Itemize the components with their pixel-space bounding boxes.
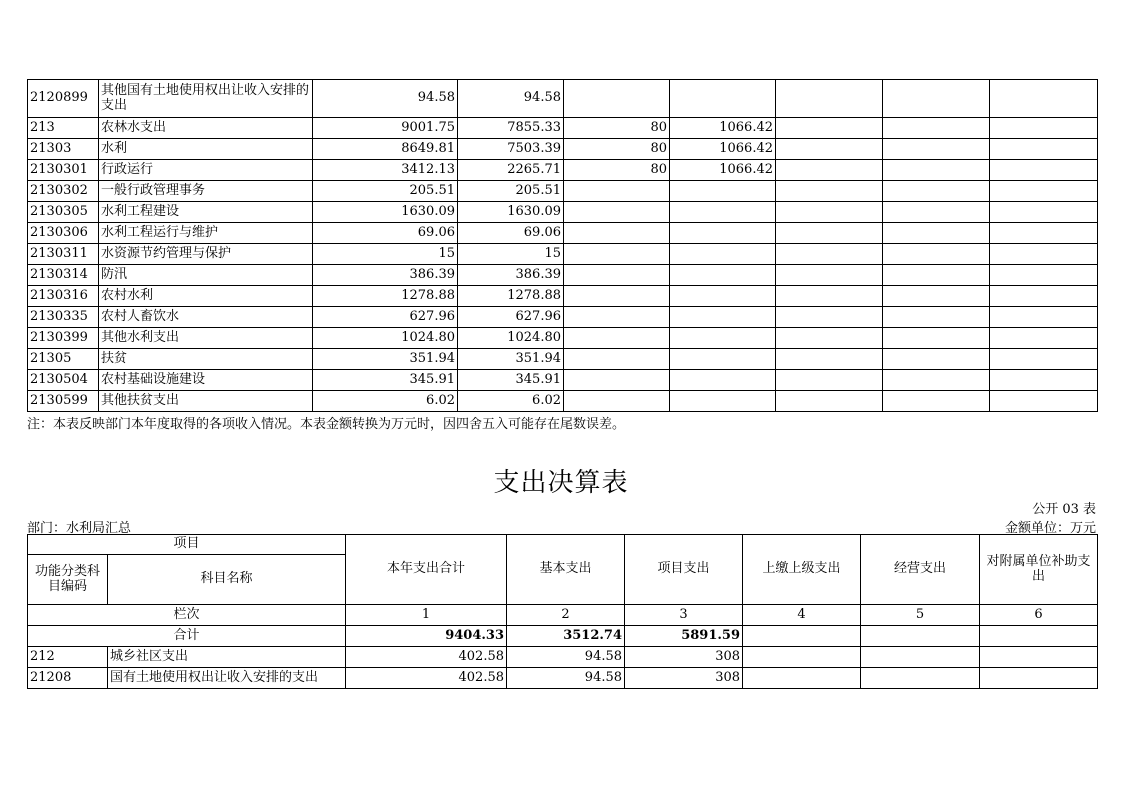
row-amount-3 bbox=[564, 286, 670, 307]
empty-cell bbox=[776, 160, 883, 181]
row-name: 水资源节约管理与保护 bbox=[99, 244, 313, 265]
empty-cell bbox=[776, 244, 883, 265]
table-row bbox=[28, 328, 1098, 349]
row-code: 2130302 bbox=[28, 181, 99, 202]
row-amount-4 bbox=[670, 370, 776, 391]
row-amount-3 bbox=[564, 328, 670, 349]
row-amount-4 bbox=[670, 391, 776, 412]
row-name: 城乡社区支出 bbox=[108, 647, 346, 668]
row-amount-4: 1066.42 bbox=[670, 160, 776, 181]
empty-cell bbox=[776, 286, 883, 307]
header-project: 项目支出 bbox=[625, 535, 743, 605]
empty-cell bbox=[776, 391, 883, 412]
row-name: 其他国有土地使用权出让收入安排的支出 bbox=[99, 80, 313, 118]
row-name: 一般行政管理事务 bbox=[99, 181, 313, 202]
column-number-row bbox=[28, 605, 1098, 626]
empty-cell bbox=[776, 349, 883, 370]
row-code: 2130335 bbox=[28, 307, 99, 328]
empty-cell bbox=[990, 307, 1098, 328]
row-code: 212 bbox=[28, 647, 108, 668]
row-amount-3 bbox=[564, 80, 670, 118]
row-amount-4 bbox=[670, 328, 776, 349]
table-row bbox=[28, 265, 1098, 286]
row-project: 308 bbox=[625, 647, 743, 668]
table-row bbox=[28, 244, 1098, 265]
row-name: 水利工程建设 bbox=[99, 202, 313, 223]
row-amount-4: 1066.42 bbox=[670, 139, 776, 160]
row-code: 2130399 bbox=[28, 328, 99, 349]
empty-cell bbox=[990, 118, 1098, 139]
row-amount-1: 1278.88 bbox=[313, 286, 458, 307]
row-amount-2: 205.51 bbox=[458, 181, 564, 202]
row-amount-3: 80 bbox=[564, 139, 670, 160]
table-code: 公开 03 表 bbox=[1032, 502, 1096, 517]
row-name: 水利工程运行与维护 bbox=[99, 223, 313, 244]
row-name: 农村基础设施建设 bbox=[99, 370, 313, 391]
table-row bbox=[28, 647, 1098, 668]
row-code: 213 bbox=[28, 118, 99, 139]
row-amount-4 bbox=[670, 244, 776, 265]
row-amount-3 bbox=[564, 391, 670, 412]
header-subject-name: 科目名称 bbox=[108, 555, 346, 605]
header-item: 项目 bbox=[28, 535, 346, 555]
total-basic: 3512.74 bbox=[507, 626, 625, 647]
row-name: 其他水利支出 bbox=[99, 328, 313, 349]
empty-cell bbox=[980, 668, 1098, 689]
row-amount-1: 627.96 bbox=[313, 307, 458, 328]
row-amount-4 bbox=[670, 80, 776, 118]
empty-cell bbox=[990, 139, 1098, 160]
header-func-code: 功能分类科目编码 bbox=[28, 555, 108, 605]
row-name: 其他扶贫支出 bbox=[99, 391, 313, 412]
table-row bbox=[28, 370, 1098, 391]
empty-cell bbox=[990, 160, 1098, 181]
column-number: 2 bbox=[507, 605, 625, 626]
row-amount-2: 7855.33 bbox=[458, 118, 564, 139]
row-code: 2130599 bbox=[28, 391, 99, 412]
table-row bbox=[28, 349, 1098, 370]
table-row bbox=[28, 286, 1098, 307]
row-amount-2: 69.06 bbox=[458, 223, 564, 244]
row-amount-3 bbox=[564, 202, 670, 223]
header-basic: 基本支出 bbox=[507, 535, 625, 605]
row-amount-2: 1630.09 bbox=[458, 202, 564, 223]
column-number: 3 bbox=[625, 605, 743, 626]
row-amount-3 bbox=[564, 181, 670, 202]
row-amount-4 bbox=[670, 223, 776, 244]
row-amount-2: 94.58 bbox=[458, 80, 564, 118]
table-row bbox=[28, 181, 1098, 202]
row-amount-1: 69.06 bbox=[313, 223, 458, 244]
column-number: 1 bbox=[346, 605, 507, 626]
empty-cell bbox=[883, 370, 990, 391]
empty-cell bbox=[776, 181, 883, 202]
empty-cell bbox=[990, 244, 1098, 265]
row-project: 308 bbox=[625, 668, 743, 689]
empty-cell bbox=[776, 328, 883, 349]
row-amount-2: 351.94 bbox=[458, 349, 564, 370]
empty-cell bbox=[861, 647, 980, 668]
row-basic: 94.58 bbox=[507, 668, 625, 689]
row-amount-3 bbox=[564, 265, 670, 286]
row-code: 2120899 bbox=[28, 80, 99, 118]
row-amount-4 bbox=[670, 349, 776, 370]
row-amount-4 bbox=[670, 181, 776, 202]
row-name: 农村水利 bbox=[99, 286, 313, 307]
empty-cell bbox=[861, 626, 980, 647]
row-amount-3 bbox=[564, 307, 670, 328]
empty-cell bbox=[776, 139, 883, 160]
row-amount-1: 9001.75 bbox=[313, 118, 458, 139]
empty-cell bbox=[883, 286, 990, 307]
table-row bbox=[28, 223, 1098, 244]
row-code: 2130504 bbox=[28, 370, 99, 391]
header-total: 本年支出合计 bbox=[346, 535, 507, 605]
empty-cell bbox=[743, 647, 861, 668]
total-label: 合计 bbox=[28, 626, 346, 647]
table-row bbox=[28, 139, 1098, 160]
table-row bbox=[28, 307, 1098, 328]
row-amount-2: 2265.71 bbox=[458, 160, 564, 181]
header-superior: 上缴上级支出 bbox=[743, 535, 861, 605]
empty-cell bbox=[990, 181, 1098, 202]
row-amount-1: 386.39 bbox=[313, 265, 458, 286]
empty-cell bbox=[883, 118, 990, 139]
empty-cell bbox=[743, 626, 861, 647]
row-amount-1: 1630.09 bbox=[313, 202, 458, 223]
table-row bbox=[28, 391, 1098, 412]
row-total: 402.58 bbox=[346, 668, 507, 689]
empty-cell bbox=[743, 668, 861, 689]
row-code: 2130301 bbox=[28, 160, 99, 181]
empty-cell bbox=[776, 118, 883, 139]
row-name: 农林水支出 bbox=[99, 118, 313, 139]
row-amount-3 bbox=[564, 223, 670, 244]
empty-cell bbox=[990, 391, 1098, 412]
row-amount-3 bbox=[564, 244, 670, 265]
total-amount: 9404.33 bbox=[346, 626, 507, 647]
row-amount-3 bbox=[564, 349, 670, 370]
row-amount-4 bbox=[670, 202, 776, 223]
row-code: 2130306 bbox=[28, 223, 99, 244]
table-row bbox=[28, 668, 1098, 689]
row-basic: 94.58 bbox=[507, 647, 625, 668]
empty-cell bbox=[990, 349, 1098, 370]
row-amount-1: 345.91 bbox=[313, 370, 458, 391]
row-amount-2: 345.91 bbox=[458, 370, 564, 391]
empty-cell bbox=[883, 328, 990, 349]
header-subsidy: 对附属单位补助支出 bbox=[980, 535, 1098, 605]
empty-cell bbox=[883, 265, 990, 286]
row-name: 农村人畜饮水 bbox=[99, 307, 313, 328]
row-name: 防汛 bbox=[99, 265, 313, 286]
table-row bbox=[28, 202, 1098, 223]
empty-cell bbox=[990, 328, 1098, 349]
expense-table bbox=[27, 534, 1098, 689]
income-table bbox=[27, 79, 1098, 412]
column-number: 6 bbox=[980, 605, 1098, 626]
column-number: 5 bbox=[861, 605, 980, 626]
row-amount-2: 627.96 bbox=[458, 307, 564, 328]
empty-cell bbox=[776, 265, 883, 286]
row-code: 2130305 bbox=[28, 202, 99, 223]
empty-cell bbox=[883, 80, 990, 118]
row-amount-3: 80 bbox=[564, 160, 670, 181]
row-code: 2130316 bbox=[28, 286, 99, 307]
row-code: 21303 bbox=[28, 139, 99, 160]
empty-cell bbox=[776, 370, 883, 391]
row-amount-1: 3412.13 bbox=[313, 160, 458, 181]
row-name: 扶贫 bbox=[99, 349, 313, 370]
empty-cell bbox=[990, 223, 1098, 244]
column-number: 4 bbox=[743, 605, 861, 626]
row-amount-2: 6.02 bbox=[458, 391, 564, 412]
column-number-label: 栏次 bbox=[28, 605, 346, 626]
row-code: 21305 bbox=[28, 349, 99, 370]
row-amount-1: 94.58 bbox=[313, 80, 458, 118]
empty-cell bbox=[883, 244, 990, 265]
row-amount-3: 80 bbox=[564, 118, 670, 139]
department-label: 部门：水利局汇总 bbox=[27, 521, 132, 536]
empty-cell bbox=[990, 370, 1098, 391]
row-amount-4: 1066.42 bbox=[670, 118, 776, 139]
empty-cell bbox=[883, 139, 990, 160]
row-amount-3 bbox=[564, 370, 670, 391]
empty-cell bbox=[990, 80, 1098, 118]
table-row bbox=[28, 80, 1098, 118]
table-row bbox=[28, 160, 1098, 181]
empty-cell bbox=[980, 626, 1098, 647]
empty-cell bbox=[990, 286, 1098, 307]
row-amount-4 bbox=[670, 286, 776, 307]
empty-cell bbox=[990, 202, 1098, 223]
row-amount-2: 1278.88 bbox=[458, 286, 564, 307]
total-row bbox=[28, 626, 1098, 647]
row-amount-2: 386.39 bbox=[458, 265, 564, 286]
empty-cell bbox=[883, 160, 990, 181]
table-row bbox=[28, 118, 1098, 139]
row-amount-1: 6.02 bbox=[313, 391, 458, 412]
empty-cell bbox=[776, 80, 883, 118]
row-amount-1: 351.94 bbox=[313, 349, 458, 370]
empty-cell bbox=[883, 349, 990, 370]
header-business: 经营支出 bbox=[861, 535, 980, 605]
empty-cell bbox=[883, 391, 990, 412]
row-amount-1: 1024.80 bbox=[313, 328, 458, 349]
row-name: 行政运行 bbox=[99, 160, 313, 181]
row-amount-1: 15 bbox=[313, 244, 458, 265]
total-project: 5891.59 bbox=[625, 626, 743, 647]
empty-cell bbox=[883, 223, 990, 244]
row-amount-2: 15 bbox=[458, 244, 564, 265]
row-name: 水利 bbox=[99, 139, 313, 160]
empty-cell bbox=[861, 668, 980, 689]
empty-cell bbox=[883, 307, 990, 328]
row-amount-4 bbox=[670, 265, 776, 286]
row-code: 2130314 bbox=[28, 265, 99, 286]
row-name: 国有土地使用权出让收入安排的支出 bbox=[108, 668, 346, 689]
empty-cell bbox=[990, 265, 1098, 286]
row-code: 21208 bbox=[28, 668, 108, 689]
row-amount-2: 1024.80 bbox=[458, 328, 564, 349]
empty-cell bbox=[980, 647, 1098, 668]
empty-cell bbox=[776, 202, 883, 223]
row-code: 2130311 bbox=[28, 244, 99, 265]
empty-cell bbox=[776, 307, 883, 328]
row-total: 402.58 bbox=[346, 647, 507, 668]
page-title: 支出决算表 bbox=[493, 468, 629, 498]
table-note: 注：本表反映部门本年度取得的各项收入情况。本表金额转换为万元时，因四舍五入可能存在尾数误差。 bbox=[27, 417, 626, 432]
unit-label: 金额单位：万元 bbox=[1004, 521, 1096, 536]
row-amount-1: 8649.81 bbox=[313, 139, 458, 160]
row-amount-2: 7503.39 bbox=[458, 139, 564, 160]
row-amount-1: 205.51 bbox=[313, 181, 458, 202]
empty-cell bbox=[883, 181, 990, 202]
row-amount-4 bbox=[670, 307, 776, 328]
empty-cell bbox=[776, 223, 883, 244]
empty-cell bbox=[883, 202, 990, 223]
